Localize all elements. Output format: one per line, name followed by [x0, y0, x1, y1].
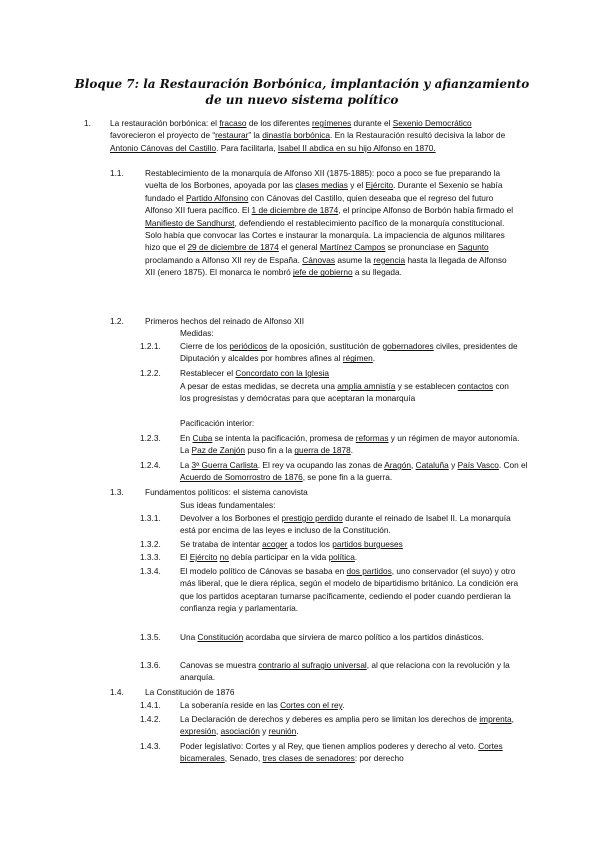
- section-1-3-heading: Fundamentos políticos: el sistema canovista: [145, 487, 308, 497]
- section-number: 1.3.6.: [140, 660, 161, 670]
- section-number: 1.3.: [110, 487, 124, 497]
- ideas-label: Sus ideas fundamentales:: [180, 500, 276, 510]
- section-number: 1.4.1.: [140, 700, 161, 710]
- item-1-2-2-note: A pesar de estas medidas, se decreta una amplia amnistía y se establecen contactos con los progresistas y demócratas para que aceptaran la monarquía: [180, 381, 509, 404]
- section-1-paragraph: La restauración borbónica: el fracaso de los diferentes regímenes durante el Sexenio Democrático favorecieron el proyecto de “restaurar” la dinastía borbónica. En la Restauración resultó decisiva la labor de Antonio Cánovas del Castillo. Para facilitarla, Isabel II abdica en su hijo Alfonso en 1870.: [110, 118, 506, 153]
- section-number: 1.3.4.: [140, 566, 161, 576]
- section-number: 1.1.: [110, 168, 124, 178]
- item-1-2-4: La 3ª Guerra Carlista. El rey va ocupando las zonas de Aragón, Cataluña y País Vasco. Con el Acuerdo de Somorrostro de 1876, se pone fin a la guerra.: [180, 460, 528, 483]
- section-1-1-paragraph: Restablecimiento de la monarquía de Alfonso XII (1875-1885): poco a poco se fue preparando la vuelta de los Borbones, apoyada por las clases medias y el Ejército. Durante el Sexenio se había fundado el Partido Alfonsino con Cánovas del Castillo, quien deseaba que el regreso del futuro Alfonso XII fuera pacífico. El 1 de diciembre de 1874, el príncipe Alfonso de Borbón había firmado el Manifiesto de Sandhurst, defendiendo el restablecimiento pacífico de la monarquía constitucional. Solo había que convocar las Cortes e instaurar la monarquía. La impaciencia de algunos militares hizo que el 29 de diciembre de 1874 el general Martínez Campos se pronunciase en Sagunto proclamando a Alfonso XII rey de España. Cánovas asume la regencia hasta la llegada de Alfonso XII (enero 1875). El monarca le nombró jefe de gobierno a su llegada.: [145, 168, 514, 278]
- item-1-4-3: Poder legislativo: Cortes y al Rey, que tienen amplios poderes y derecho al veto. Cortes bicamerales, Senado, tres clases de senadores: por derecho: [180, 741, 503, 764]
- item-1-3-3: El Ejército no debía participar en la vida política.: [180, 552, 358, 562]
- item-1-4-2: La Declaración de derechos y deberes es amplia pero se limitan los derechos de imprenta, expresión, asociación y reunión.: [180, 714, 514, 737]
- page-title: Bloque 7: la Restauración Borbónica, implantación y afianzamiento de un nuevo sistema político: [74, 77, 530, 107]
- section-number: 1.3.1.: [140, 513, 161, 523]
- section-number: 1.2.: [110, 316, 124, 326]
- section-number: 1.4.: [110, 687, 124, 697]
- section-1-4-heading: La Constitución de 1876: [145, 687, 235, 697]
- item-1-2-2: Restablecer el Concordato con la Iglesia: [180, 368, 329, 378]
- section-number: 1.2.1.: [140, 341, 161, 351]
- item-1-3-2: Se trataba de intentar acoger a todos los partidos burgueses: [180, 539, 403, 549]
- item-1-2-1: Cierre de los periódicos de la oposición, sustitución de gobernadores civiles, presidentes de Diputación y alcaldes por hombres afines al régimen.: [180, 341, 518, 364]
- section-number: 1.3.2.: [140, 539, 161, 549]
- section-number: 1.2.4.: [140, 460, 161, 470]
- item-1-3-5: Una Constitución acordaba que sirviera de marco político a los partidos dinásticos.: [180, 632, 484, 642]
- item-1-3-4: El modelo político de Cánovas se basaba en dos partidos, uno conservador (el suyo) y otro más liberal, que le diera réplica, según el modelo de bipartidismo británico. La condición era que los partidos aceptaran turnarse pacíficamente, cediendo el poder cuando perdieran la confianza regia y parlamentaria.: [180, 566, 519, 614]
- section-number: 1.4.3.: [140, 741, 161, 751]
- item-1-3-6: Canovas se muestra contrario al sufragio universal, al que relaciona con la revolución y la anarquía.: [180, 660, 510, 683]
- section-number: 1.: [84, 118, 91, 128]
- section-number: 1.3.5.: [140, 632, 161, 642]
- item-1-2-3: En Cuba se intenta la pacificación, promesa de reformas y un régimen de mayor autonomía. La Paz de Zanjón puso fin a la guerra de 1878.: [180, 433, 520, 456]
- section-number: 1.2.2.: [140, 368, 161, 378]
- item-1-4-1: La soberanía reside en las Cortes con el rey.: [180, 700, 345, 710]
- section-number: 1.3.3.: [140, 552, 161, 562]
- section-1-2-heading: Primeros hechos del reinado de Alfonso XII: [145, 316, 305, 326]
- measures-label: Medidas:: [180, 328, 214, 338]
- item-1-3-1: Devolver a los Borbones el prestigio perdido durante el reinado de Isabel II. La monarquía está por encima de las leyes e incluso de la Constitución.: [180, 513, 511, 536]
- section-number: 1.4.2.: [140, 714, 161, 724]
- section-number: 1.2.3.: [140, 433, 161, 443]
- pacification-label: Pacificación interior:: [180, 418, 255, 428]
